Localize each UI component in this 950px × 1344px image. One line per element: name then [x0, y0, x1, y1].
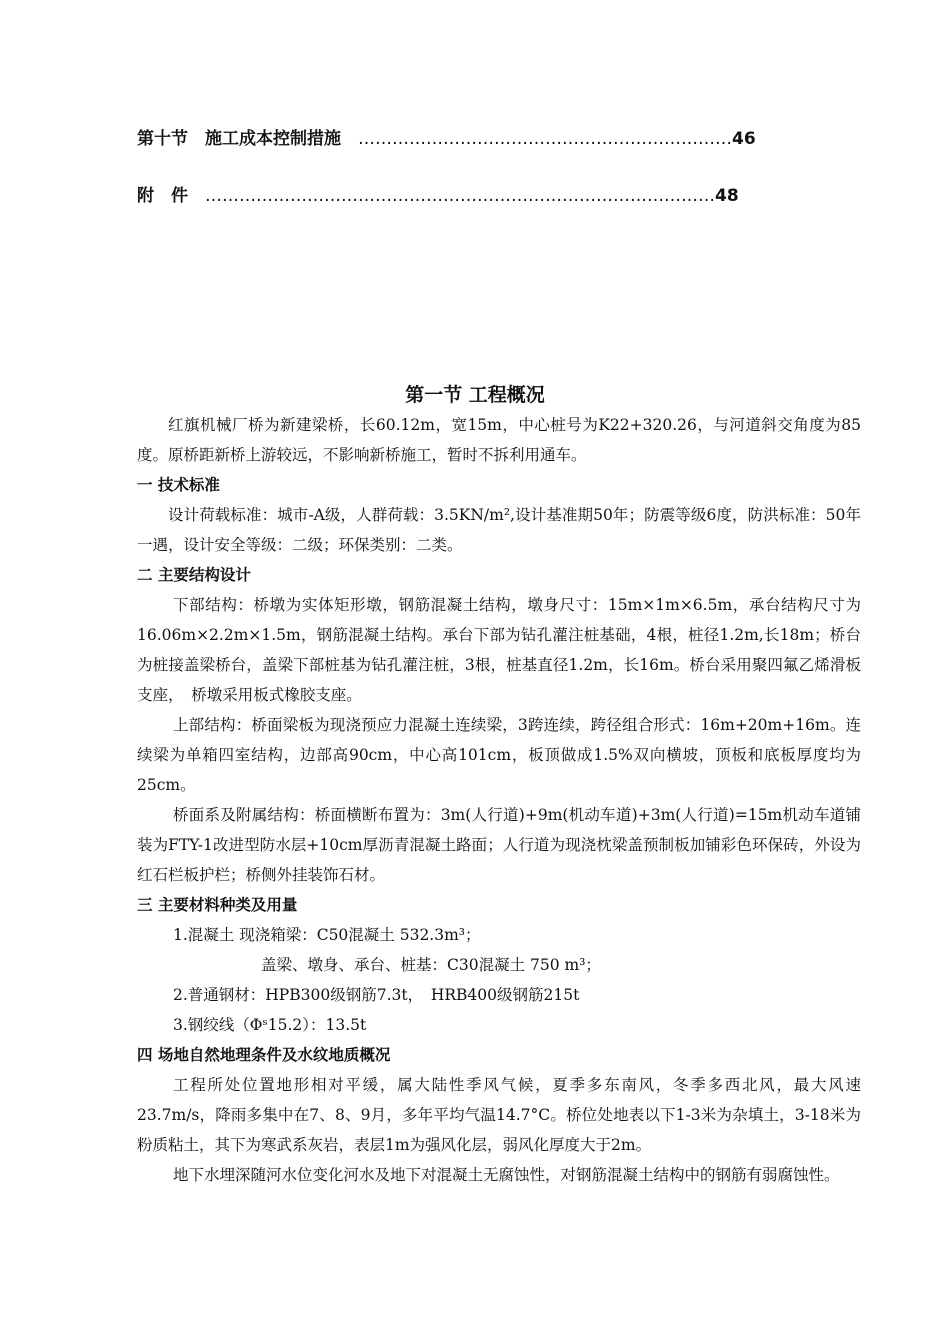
toc-page-number: 48: [715, 186, 739, 206]
heading-technical-standard: 一 技术标准: [137, 476, 220, 494]
heading-materials: 三 主要材料种类及用量: [137, 896, 298, 914]
superstructure-paragraph: 上部结构：桥面梁板为现浇预应力混凝土连续梁，3跨连续，跨径组合形式：16m+20m+16m。连续梁为单箱四室结构，边部高90cm，中心高101cm，板顶做成1.5%双向横坡，顶板和底板厚度均为25cm。: [137, 716, 861, 794]
section-title: 第一节 工程概况: [405, 384, 545, 406]
material-concrete-sub: 盖梁、墩身、承台、桩基：C30混凝土 750 m³；: [261, 956, 601, 974]
toc-entry[interactable]: [137, 124, 777, 150]
groundwater-paragraph: 地下水埋深随河水位变化河水及地下对混凝土无腐蚀性，对钢筋混凝土结构中的钢筋有弱腐蚀性。: [173, 1166, 840, 1184]
toc-leader-dots: ………………………………………………………………………………: [205, 186, 715, 206]
substructure-paragraph: 下部结构：桥墩为实体矩形墩，钢筋混凝土结构，墩身尺寸：15m×1m×6.5m，承台结构尺寸为16.06m×2.2m×1.5m，钢筋混凝土结构。承台下部为钻孔灌注桩基础，4根，桩径1.2m,长18m；桥台为桩接盖梁桥台，盖梁下部桩基为钻孔灌注桩，3根，桩基直径1.2m，长16m。桥台采用聚四氟乙烯滑板支座， 桥墩采用板式橡胶支座。: [137, 596, 861, 704]
toc-page-number: 46: [732, 129, 756, 149]
heading-structure-design: 二 主要结构设计: [137, 566, 251, 584]
intro-paragraph: 红旗机械厂桥为新建梁桥，长60.12m，宽15m，中心桩号为K22+320.26，与河道斜交角度为85度。原桥距新桥上游较远，不影响新桥施工，暂时不拆利用通车。: [137, 416, 861, 464]
material-steel: 2.普通钢材：HPB300级钢筋7.3t， HRB400级钢筋215t: [173, 986, 580, 1004]
toc-entry[interactable]: [137, 181, 777, 207]
heading-site-conditions: 四 场地自然地理条件及水纹地质概况: [137, 1046, 391, 1064]
toc-entry-label: 第十节 施工成本控制措施: [137, 129, 358, 149]
toc-leader-dots: …………………………………………………………: [358, 129, 732, 149]
material-concrete: 1.混凝土 现浇箱梁：C50混凝土 532.3m³；: [173, 926, 481, 944]
technical-standard-paragraph: 设计荷载标准：城市-A级，人群荷载：3.5KN/m²,设计基准期50年；防震等级6度，防洪标准：50年一遇，设计安全等级：二级；环保类别：二类。: [137, 506, 861, 554]
deck-system-paragraph: 桥面系及附属结构：桥面横断布置为：3m(人行道)+9m(机动车道)+3m(人行道)=15m机动车道铺装为FTY-1改进型防水层+10cm厚沥青混凝土路面；人行道为现浇枕梁盖预制板加铺彩色环保砖，外设为红石栏板护栏；桥侧外挂装饰石材。: [137, 806, 861, 884]
material-strand: 3.钢绞线（Φˢ15.2）：13.5t: [173, 1016, 367, 1034]
site-conditions-paragraph: 工程所处位置地形相对平缓，属大陆性季风气候，夏季多东南风，冬季多西北风，最大风速23.7m/s，降雨多集中在7、8、9月，多年平均气温14.7°C。桥位处地表以下1-3米为杂填土，3-18米为粉质粘土，其下为寒武系灰岩，表层1m为强风化层，弱风化厚度大于2m。: [137, 1076, 861, 1154]
document-body: [137, 410, 861, 1190]
toc-entry-label: 附 件: [137, 186, 205, 206]
